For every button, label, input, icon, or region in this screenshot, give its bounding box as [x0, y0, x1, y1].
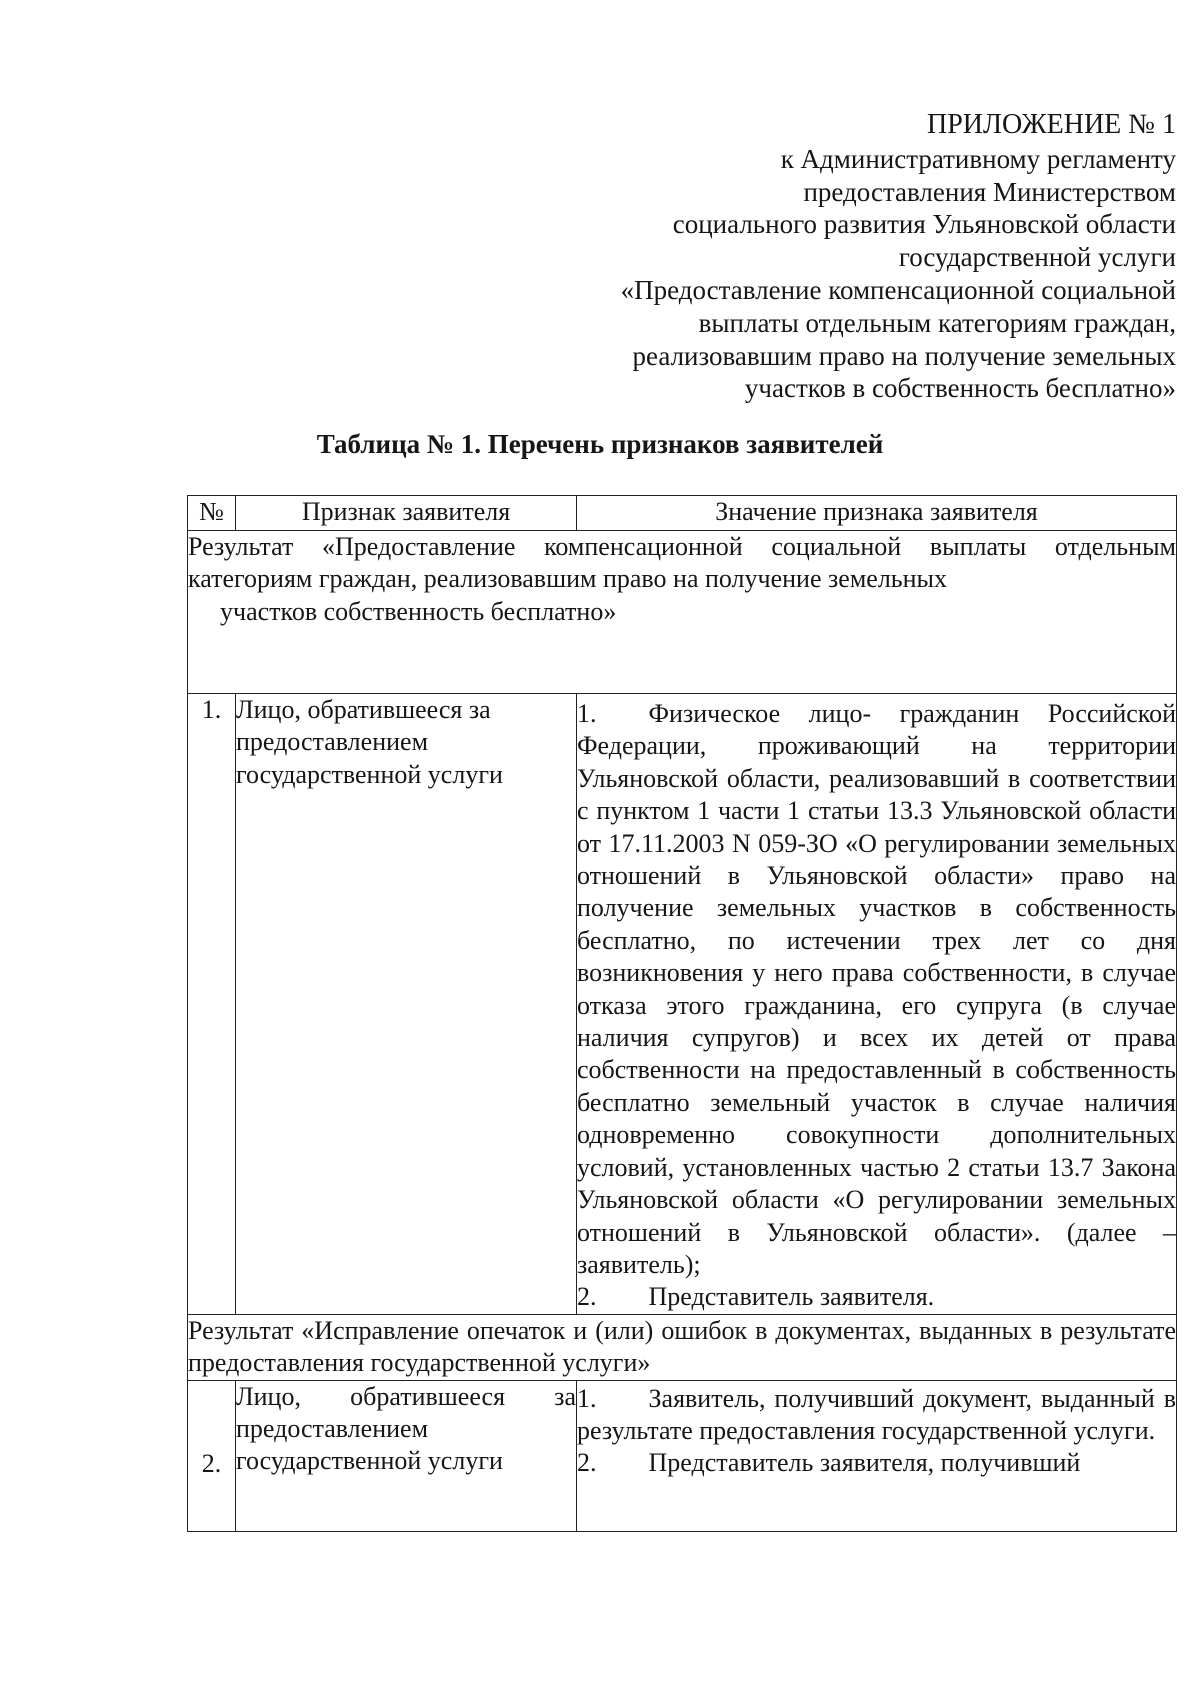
appendix-title: ПРИЛОЖЕНИЕ № 1 [927, 109, 1176, 140]
appendix-line: предоставления Министерством [803, 176, 1176, 207]
result-cell: Результат «Исправление опечаток и (или) ошибок в документах, выданных в результате предоставления государственной услуги» [188, 1314, 1177, 1380]
appendix-line: к Административному регламенту [780, 143, 1176, 174]
row-applicant-feature: Лицо, обратившееся за предоставлением государственной услуги [236, 1380, 577, 1531]
applicant-features-table [187, 495, 1177, 1532]
header-feature-value: Значение признака заявителя [577, 496, 1177, 531]
appendix-header [0, 109, 1200, 405]
value-item: 2. Представитель заявителя. [577, 1282, 935, 1312]
appendix-line: социального развития Ульяновской области [672, 209, 1176, 240]
result-text: Результат «Предоставление компенсационной социальной выплаты отдельным категориям граждан, реализовавшим право на получение земельных [188, 532, 1176, 594]
appendix-line: участков в собственность бесплатно» [744, 373, 1176, 404]
appendix-line: государственной услуги [898, 242, 1176, 273]
table-row [188, 694, 1177, 1315]
result-row [188, 1314, 1177, 1380]
table-title: Таблица № 1. Перечень признаков заявителей [316, 429, 884, 459]
value-item: 2. Представитель заявителя, получивший [577, 1448, 1081, 1478]
row-applicant-feature: Лицо, обратившееся за предоставлением государственной услуги [236, 694, 577, 1315]
row-feature-value [577, 694, 1177, 1315]
result-text-tail: участков собственность бесплатно» [220, 596, 617, 626]
appendix-line: «Предоставление компенсационной социальной [620, 274, 1176, 305]
table-header-row [188, 496, 1177, 531]
row-number: 2. [188, 1380, 236, 1531]
header-applicant-feature: Признак заявителя [236, 496, 577, 531]
appendix-line: реализовавшим право на получение земельных [632, 340, 1176, 371]
header-number: № [188, 496, 236, 531]
result-cell [188, 531, 1177, 694]
value-item: 1. Заявитель, получивший документ, выданный в результате предоставления государственной услуги. [577, 1383, 1176, 1445]
appendix-line: выплаты отдельным категориям граждан, [698, 307, 1176, 338]
row-feature-value [577, 1380, 1177, 1531]
value-item: 1. Физическое лицо- гражданин Российской Федерации, проживающий на территории Ульяновской области, реализовавший в соответствии с пунктом 1 части 1 статьи 13.3 Ульяновской области от 17.11.2003 N 059-ЗО «О регулировании земельных отношений в Ульяновской области» право на получение земельных участков в собственность бесплатно, по истечении трех лет со дня возникновения у него права собственности, в случае отказа этого гражданина, его супруга (в случае наличия супругов) и всех их детей от права собственности на предоставленный в собственность бесплатно земельный участок в случае наличия одновременно совокупности дополнительных условий, установленных частью 2 статьи 13.7 Закона Ульяновской области «О регулировании земельных отношений в Ульяновской области». (далее – заявитель); [577, 699, 1176, 1279]
table-row [188, 1380, 1177, 1531]
row-number: 1. [188, 694, 236, 1315]
result-row [188, 531, 1177, 694]
